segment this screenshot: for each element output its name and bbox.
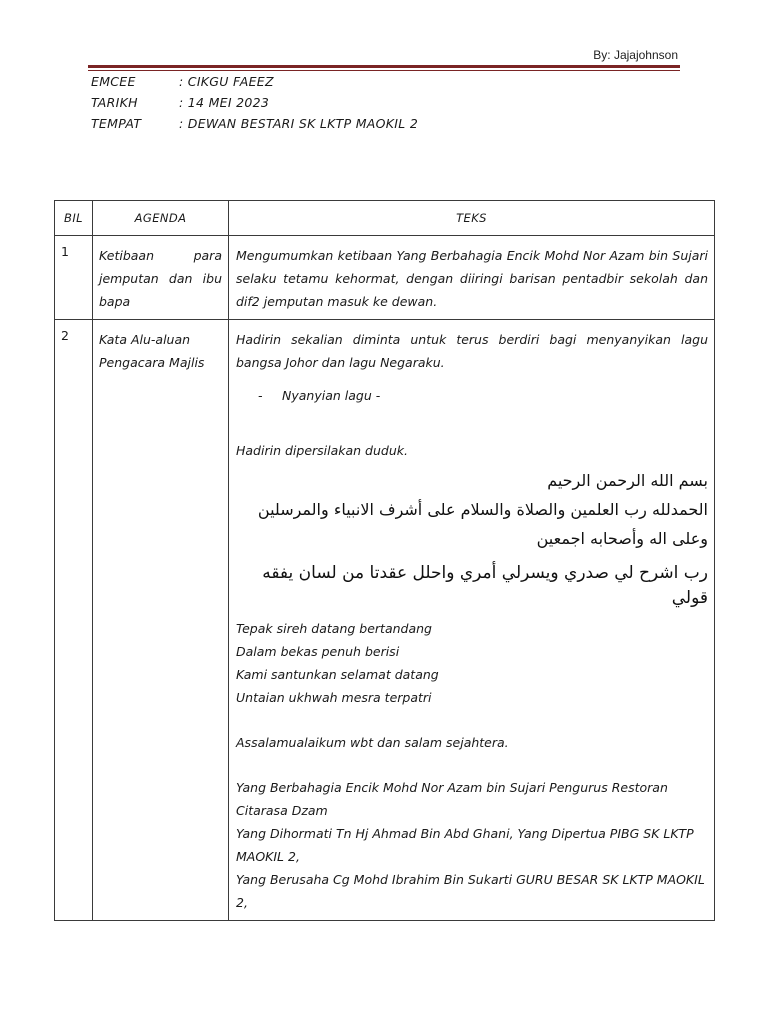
table-row: [55, 236, 715, 320]
header-bil: BIL: [55, 201, 93, 236]
meta-label: EMCEE: [91, 74, 136, 89]
intro-paragraph: Hadirin sekalian diminta untuk terus berdiri bagi menyanyikan lagu bangsa Johor dan lagu Negaraku.: [236, 332, 708, 370]
meta-value: : CIKGU FAEEZ: [179, 74, 274, 89]
meta-label: TEMPAT: [91, 116, 142, 131]
arabic-doa: رب اشرح لي صدري ويسرلي أمري واحلل عقدتا من لسان يفقه قولي: [262, 563, 708, 608]
table-row: [55, 320, 715, 921]
meta-label: TARIKH: [91, 95, 138, 110]
row-teks: Mengumumkan ketibaan Yang Berbahagia Encik Mohd Nor Azam bin Sujari selaku tetamu kehormat, dengan diiringi barisan pentadbir sekolah dan dif2 jemputan masuk ke dewan.: [229, 236, 715, 320]
row-agenda: Kata Alu-aluan Pengacara Majlis: [93, 320, 229, 921]
header-teks: TEKS: [229, 201, 715, 236]
meta-row-emcee: [91, 71, 418, 92]
pantun-line: Dalam bekas penuh berisi: [236, 644, 400, 659]
greeting-line: Yang Berbahagia Encik Mohd Nor Azam bin Sujari Pengurus Restoran Citarasa Dzam: [236, 780, 668, 818]
bullet-dash: -: [258, 388, 263, 403]
pantun-line: Tepak sireh datang bertandang: [236, 621, 432, 636]
agenda-table: [54, 200, 715, 921]
meta-row-tempat: [91, 113, 418, 134]
pantun-line: Untaian ukhwah mesra terpatri: [236, 690, 432, 705]
sit-instruction: Hadirin dipersilakan duduk.: [236, 443, 408, 458]
arabic-bismillah: بسم الله الرحمن الرحيم: [547, 471, 708, 490]
greeting-line: Yang Dihormati Tn Hj Ahmad Bin Abd Ghani, Yang Dipertua PIBG SK LKTP MAOKIL 2,: [236, 826, 694, 864]
arabic-salawat: وعلى اله وأصحابه اجمعين: [536, 529, 708, 548]
row-agenda: Ketibaan para jemputan dan ibu bapa: [93, 236, 229, 320]
header-rule-thick: [88, 65, 680, 68]
row-number: 1: [55, 236, 93, 320]
meta-row-tarikh: [91, 92, 418, 113]
salam-line: Assalamualaikum wbt dan salam sejahtera.: [236, 735, 509, 750]
bullet-text: Nyanyian lagu -: [282, 388, 381, 403]
event-details: [91, 71, 418, 134]
table-header-row: [55, 201, 715, 236]
row-number: 2: [55, 320, 93, 921]
header-agenda: AGENDA: [93, 201, 229, 236]
greeting-line: Yang Berusaha Cg Mohd Ibrahim Bin Sukarti GURU BESAR SK LKTP MAOKIL 2,: [236, 872, 705, 910]
song-bullet: [236, 384, 708, 407]
pantun-line: Kami santunkan selamat datang: [236, 667, 439, 682]
byline: By: Jajajohnson: [593, 48, 678, 62]
meta-value: : 14 MEI 2023: [179, 95, 270, 110]
row-teks: [229, 320, 715, 921]
meta-value: : DEWAN BESTARI SK LKTP MAOKIL 2: [179, 116, 419, 131]
arabic-hamdalah: الحمدلله رب العلمين والصلاة والسلام على أشرف الانبياء والمرسلين: [257, 500, 708, 519]
